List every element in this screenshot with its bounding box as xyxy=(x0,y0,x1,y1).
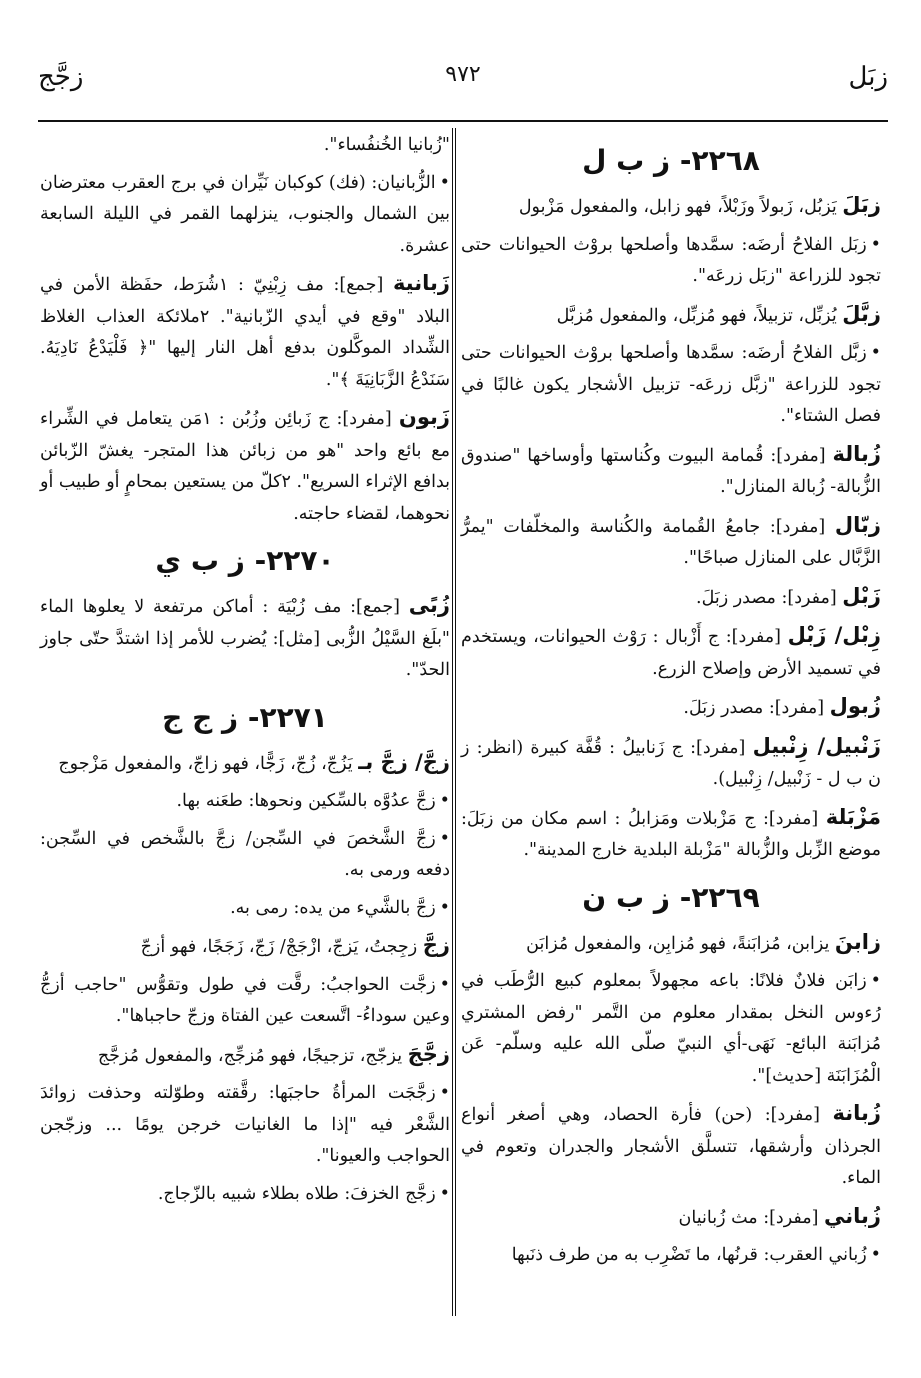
headword: زجَّجَ xyxy=(407,1041,450,1066)
definition-text: [مفرد]: قُمامة البيوت وكُناستها وأوساخها "صندوق الزُّبالة- زُبالة المنازل". xyxy=(461,445,881,497)
headword: زبَّلَ xyxy=(842,301,881,326)
definition-text: "زُبانيا الخُنفُساء". xyxy=(323,135,450,155)
definition-text: [مفرد]: ج زَنابيلُ : قُفَّة كبيرة (انظر: ز ن ب ل - زَنْبيل/ زِنْبيل). xyxy=(461,737,881,789)
dictionary-entry xyxy=(461,620,881,685)
headword: مَزْبَلة xyxy=(825,804,881,829)
sense-entry xyxy=(461,230,881,293)
definition-text: زابَن فلانٌ فلانًا: باعه مجهولاً بمعلوم كبيع الرُّطَب في رُءوس النخل بمقدار معلوم من التَّمر "رفض المشتري مُزابَنة البائع- نَهَى-أي النبيّ صلّى الله عليه وسلّم- عَن الْمُزَابَنَة [حديث]". xyxy=(461,971,881,1086)
dictionary-entry xyxy=(461,190,881,224)
page-number: ٩٧٢ xyxy=(445,62,481,87)
bullet-icon: • xyxy=(439,897,450,918)
bullet-icon: • xyxy=(439,791,450,811)
bullet-icon: • xyxy=(439,172,450,193)
left-column xyxy=(40,130,450,1216)
dictionary-entry xyxy=(461,510,881,575)
bullet-icon: • xyxy=(870,343,881,363)
sense-entry xyxy=(461,1240,881,1272)
dictionary-entry xyxy=(461,1201,881,1235)
sense-entry xyxy=(40,970,450,1033)
definition-text: زجَّج الخزفَ: طلاه بطلاء شبيه بالزّجاج. xyxy=(157,1183,436,1204)
dictionary-entry xyxy=(461,1098,881,1195)
sense-entry xyxy=(40,893,450,925)
definition-text: [جمع]: مف زِبْنِيّ : ١شُرَط، حفَظة الأمن في البلاد "وقع في أيدي الزّبانية". ٢ملائكة العذاب الغلاظ الشِّداد الموكَّلون بدفع أهل النار إليها "﴿ فَلْيَدْعُ نَادِيَهُ. سَنَدْعُ الزَّبَانِيَةَ ﴾". xyxy=(40,275,450,390)
headword: زِبْل/ زَبْل xyxy=(787,623,882,647)
headword: زبّال xyxy=(834,512,881,537)
headword: زُبانة xyxy=(832,1101,881,1125)
dictionary-entry xyxy=(461,731,881,796)
definition-text: [مفرد]: ج زَبائِن وزُبُن : ١مَن يتعامل في الشِّراء مع بائع واحد "هو من زبائن هذا المتجر- يغشّ الزّبائن بدافع الإثراء السريع". ٢كلّ من يستعين بمحامٍ أو طبيب أو نحوهما، لقضاء حاجته. xyxy=(40,409,450,524)
header-guide-word-left: زجَّج xyxy=(38,62,84,92)
dictionary-entry xyxy=(40,268,450,396)
definition-text: يزجّج، تزجيجًا، فهو مُزجِّج، والمفعول مُزجَّج xyxy=(97,1045,408,1066)
definition-text: [مفرد]: مث زُبانيان xyxy=(678,1207,824,1228)
dictionary-entry xyxy=(461,581,881,615)
header-rule xyxy=(38,120,888,122)
bullet-icon: • xyxy=(439,1083,450,1103)
dictionary-entry xyxy=(461,439,881,504)
sense-entry xyxy=(40,168,450,263)
headword: زَبانية xyxy=(392,271,450,295)
bullet-icon: • xyxy=(870,1245,881,1265)
headword: زجَّ xyxy=(422,933,450,957)
headword: زبَلَ xyxy=(842,193,881,217)
sense-entry xyxy=(40,824,450,887)
bullet-icon: • xyxy=(439,828,450,849)
dictionary-entry xyxy=(461,299,881,333)
sense-entry xyxy=(40,1179,450,1211)
sense-entry xyxy=(461,338,881,433)
definition-text: [مفرد]: مصدر زبَلَ. xyxy=(683,698,830,718)
definition-text: زبَّل الفلاحُ أرضَه: سمَّدها وأصلحها بروْث الحيوانات حتى تجود للزراعة "زبَّل زرعَه- تزبيل الأشجار يكون غالبًا في فصل الشتاء". xyxy=(461,343,881,426)
dictionary-entry xyxy=(461,691,881,725)
definition-text: زجِجتُ، يَزجّ، ازْجَجْ/ زَجّ، زَجَجًا، فهو أزجّ xyxy=(140,937,423,957)
dictionary-entry xyxy=(40,747,450,781)
headword: زَبْل xyxy=(842,583,881,608)
right-column xyxy=(461,130,881,1278)
continued-text xyxy=(40,130,450,162)
root-heading: ٢٢٦٨- ز ب ل xyxy=(582,144,760,177)
bullet-icon: • xyxy=(870,971,881,991)
definition-text: يزابن، مُزابَنةً، فهو مُزابِن، والمفعول مُزابَن xyxy=(526,933,835,954)
dictionary-entry xyxy=(461,927,881,961)
dictionary-entry xyxy=(40,590,450,687)
bullet-icon: • xyxy=(870,234,881,255)
headword: زَنْبيل/ زِنْبيل xyxy=(752,733,881,758)
definition-text: [مفرد]: ج مَزْبلات ومَزابلُ : اسم مكان من زبَلَ: موضع الزِّبل والزُّبالة "مَزْبلة البلدية خارج المدينة". xyxy=(461,808,881,860)
dictionary-entry xyxy=(461,802,881,867)
definition-text: زجَّ بالشَّيء من يده: رمى به. xyxy=(230,897,436,918)
root-heading: ٢٢٧١- ز ج ج xyxy=(162,700,328,734)
bullet-icon: • xyxy=(439,974,450,995)
definition-text: يَزبُل، زَبولاً وزَبْلاً، فهو زابل، والمفعول مَزْبول xyxy=(518,197,843,217)
definition-text: زجَّجَت المرأةُ حاجبَها: رقَّقته وطوّلته وحذفت زوائدَ الشَّعْر فيه "إذا ما الغانيات خرجن يومًا ... وزجّجن الحواجب والعيونا". xyxy=(40,1083,450,1166)
page-header xyxy=(38,62,888,102)
definition-text: زبَل الفلاحُ أرضَه: سمَّدها وأصلحها بروْث الحيوانات حتى تجود للزراعة "زبَل زرعَه". xyxy=(461,234,881,286)
definition-text: زجَّت الحواجبُ: رقَّت في طول وتقوُّس "حاجب أزجُّ وعين سوداءُ- اتَّسعت عين الفتاة وزجّ حاجباها". xyxy=(40,974,450,1026)
dictionary-entry xyxy=(40,402,450,530)
bullet-icon: • xyxy=(439,1183,450,1204)
headword: زجَّ/ زجَّ بـ xyxy=(358,749,450,774)
header-guide-word-right: زبَل xyxy=(848,62,888,92)
headword: زُبًى xyxy=(408,593,450,617)
root-heading: ٢٢٦٩- ز ب ن xyxy=(582,880,760,914)
definition-text: يَزُجّ، زُجّ، زَجًّا، فهو زاجّ، والمفعول مَزْجوج xyxy=(58,753,359,774)
column-divider xyxy=(452,128,456,1316)
headword: زُباني xyxy=(824,1203,881,1228)
definition-text: زجَّ الشَّخصَ في السِّجن/ زجَّ بالشَّخص في السِّجن: دفعه ورمى به. xyxy=(40,828,450,880)
headword: زُبول xyxy=(829,694,881,718)
definition-text: يُزبِّل، تزبيلاً، فهو مُزبِّل، والمفعول مُزبَّل xyxy=(556,305,843,326)
definition-text: زجَّ عدُوَّه بالسِّكين ونحوها: طعَنه بها. xyxy=(176,791,436,811)
definition-text: [جمع]: مف زُبْيَة : أماكن مرتفعة لا يعلوها الماء "بلَغ السَّيْلُ الزُّبى [مثل]: يُضرب للأمر إذا اشتدَّ حتّى جاوز الحدّ". xyxy=(40,597,450,680)
dictionary-entry xyxy=(40,930,450,964)
definition-text: [مفرد]: ج أَزْبال : رَوْث الحيوانات، ويستخدم في تسميد الأرض وإصلاح الزرع. xyxy=(461,627,881,679)
headword: زُبالة xyxy=(832,441,881,466)
definition-text: [مفرد]: (حن) فأرة الحصاد، وهي أصغر أنواع الجرذان وأرشقها، تتسلَّق الأشجار والجدران وتعوم في الماء. xyxy=(461,1105,881,1188)
sense-entry xyxy=(461,966,881,1092)
sense-entry xyxy=(40,786,450,818)
sense-entry xyxy=(40,1078,450,1173)
definition-text: [مفرد]: جامعُ القُمامة والكُناسة والمخلّفات "يمرُّ الزَّبَّال على المنازل صباحًا". xyxy=(461,516,881,568)
root-heading: ٢٢٧٠- ز ب ي xyxy=(155,544,335,577)
definition-text: الزُّبانيان: (فك) كوكبان نَيِّران في برج العقرب معترضان بين الشمال والجنوب، ينزلهما القمر في الليلة السابعة عشرة. xyxy=(40,172,450,256)
headword: زَبون xyxy=(398,405,450,429)
dictionary-entry xyxy=(40,1039,450,1073)
definition-text: [مفرد]: مصدر زبَلَ. xyxy=(696,587,843,608)
headword: زابنَ xyxy=(834,929,881,954)
definition-text: زُباني العقرب: قرنُها، ما تَضْرِب به من طرف ذنَبها xyxy=(511,1245,867,1265)
